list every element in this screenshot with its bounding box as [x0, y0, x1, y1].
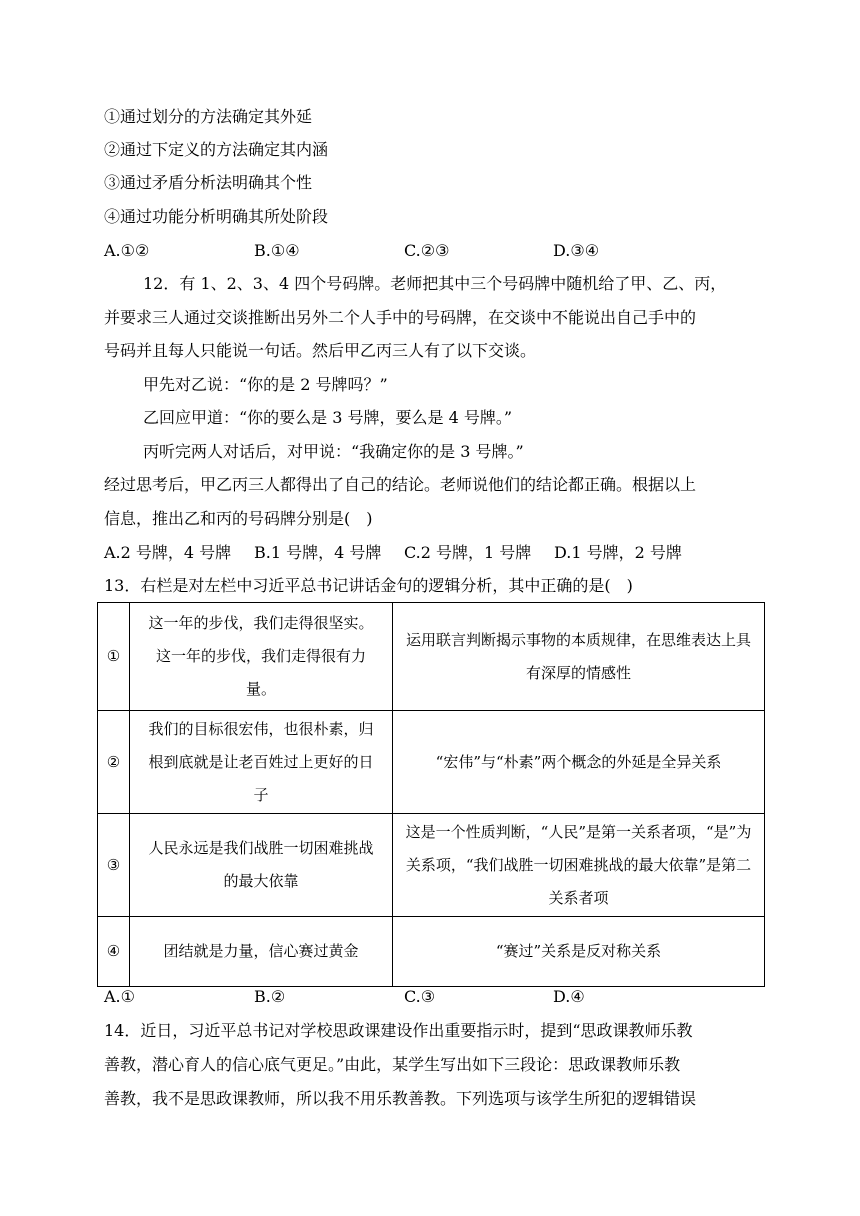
- quote-cell: 我们的目标很宏伟，也很朴素，归根到底就是让老百姓过上更好的日子: [130, 711, 393, 814]
- table-row: [98, 711, 765, 814]
- q12-dialogue-2: 乙回应甲道：“你的要么是 3 号牌，要么是 4 号牌。”: [143, 408, 513, 427]
- row-number: ③: [98, 814, 130, 917]
- q14-stem-line-2: 善教，潜心育人的信心底气更足。”由此，某学生写出如下三段论：思政课教师乐教: [104, 1055, 681, 1074]
- q12-stem-line-3: 号码并且每人只能说一句话。然后甲乙丙三人有了以下交谈。: [104, 341, 537, 360]
- q11-option-d[interactable]: D.③④: [553, 241, 600, 260]
- q14-stem-line-3: 善教，我不是思政课教师，所以我不用乐教善教。下列选项与该学生所犯的逻辑错误: [104, 1089, 697, 1108]
- q11-statement-2: ②通过下定义的方法确定其内涵: [104, 140, 329, 159]
- analysis-cell: 这是一个性质判断，“人民”是第一关系者项，“是”为关系项，“我们战胜一切困难挑战的最大依靠”是第二关系者项: [393, 814, 765, 917]
- q12-option-a[interactable]: A.2 号牌，4 号牌: [104, 543, 232, 562]
- table-row: [98, 814, 765, 917]
- analysis-cell: “赛过”关系是反对称关系: [393, 917, 765, 987]
- q12-conclusion-line-1: 经过思考后，甲乙丙三人都得出了自己的结论。老师说他们的结论都正确。根据以上: [104, 475, 697, 494]
- q13-analysis-table: [97, 602, 765, 987]
- q12-option-c[interactable]: C.2 号牌，1 号牌: [404, 543, 532, 562]
- row-number: ①: [98, 603, 130, 711]
- row-number: ④: [98, 917, 130, 987]
- analysis-cell: “宏伟”与“朴素”两个概念的外延是全异关系: [393, 711, 765, 814]
- q13-stem: 13．右栏是对左栏中习近平总书记讲话金句的逻辑分析，其中正确的是( ): [104, 576, 633, 595]
- q11-option-a[interactable]: A.①②: [104, 241, 150, 260]
- q13-option-a[interactable]: A.①: [104, 987, 135, 1006]
- q12-conclusion-line-2: 信息，推出乙和丙的号码牌分别是( ): [104, 509, 373, 528]
- table-row: [98, 603, 765, 711]
- q12-option-b[interactable]: B.1 号牌，4 号牌: [254, 543, 382, 562]
- q12-dialogue-3: 丙听完两人对话后，对甲说：“我确定你的是 3 号牌。”: [143, 442, 524, 461]
- quote-cell: 这一年的步伐，我们走得很坚实。这一年的步伐，我们走得很有力量。: [130, 603, 393, 711]
- q12-stem-line-2: 并要求三人通过交谈推断出另外二个人手中的号码牌，在交谈中不能说出自己手中的: [104, 308, 697, 327]
- q12-stem-line-1: 12．有 1、2、3、4 四个号码牌。老师把其中三个号码牌中随机给了甲、乙、丙，: [143, 274, 727, 293]
- q12-option-d[interactable]: D.1 号牌，2 号牌: [554, 543, 682, 562]
- q12-dialogue-1: 甲先对乙说：“你的是 2 号牌吗？”: [143, 375, 388, 394]
- table-row: [98, 917, 765, 987]
- q13-option-d[interactable]: D.④: [553, 987, 585, 1006]
- quote-cell: 团结就是力量，信心赛过黄金: [130, 917, 393, 987]
- quote-cell: 人民永远是我们战胜一切困难挑战的最大依靠: [130, 814, 393, 917]
- row-number: ②: [98, 711, 130, 814]
- q11-statement-3: ③通过矛盾分析法明确其个性: [104, 173, 313, 192]
- q11-statement-4: ④通过功能分析明确其所处阶段: [104, 207, 329, 226]
- q13-option-b[interactable]: B.②: [254, 987, 286, 1006]
- q14-stem-line-1: 14．近日，习近平总书记对学校思政课建设作出重要指示时，提到“思政课教师乐教: [104, 1021, 693, 1040]
- q13-option-c[interactable]: C.③: [404, 987, 436, 1006]
- q11-option-b[interactable]: B.①④: [254, 241, 300, 260]
- q11-statement-1: ①通过划分的方法确定其外延: [104, 107, 313, 126]
- q11-option-c[interactable]: C.②③: [404, 241, 450, 260]
- analysis-cell: 运用联言判断揭示事物的本质规律，在思维表达上具有深厚的情感性: [393, 603, 765, 711]
